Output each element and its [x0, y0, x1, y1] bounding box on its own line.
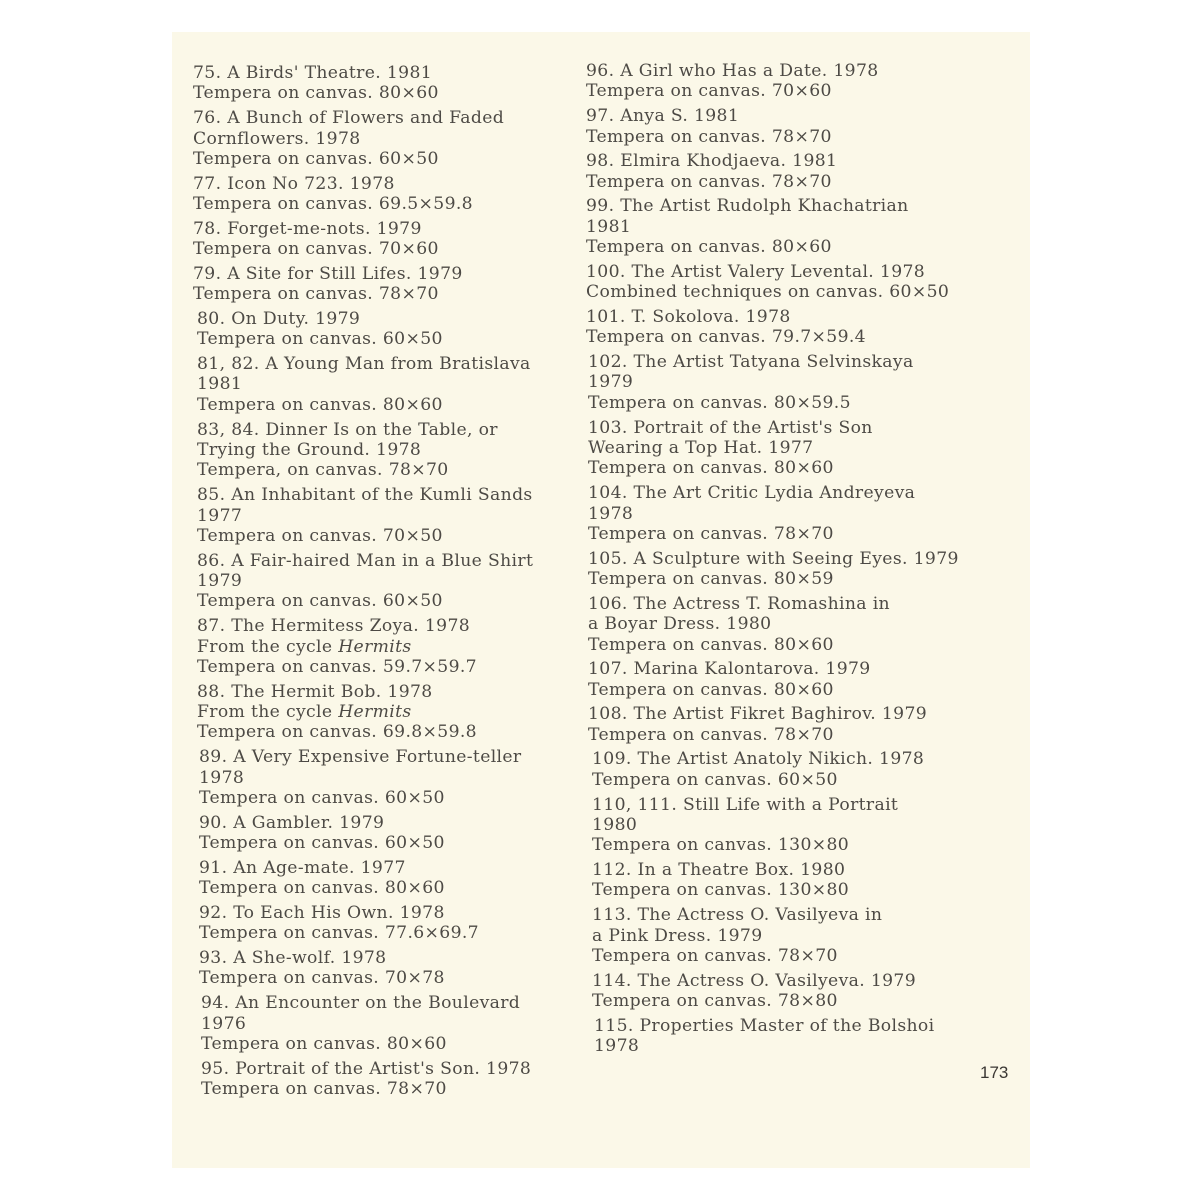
- catalogue-entry: [193, 993, 533, 1054]
- entry-detail: Tempera on canvas. 69.8×59.8: [197, 722, 477, 743]
- catalogue-entry: [586, 659, 959, 700]
- entry-detail: Tempera on canvas. 79.7×59.4: [586, 327, 866, 348]
- entry-detail: Tempera on canvas. 80×60: [588, 458, 834, 479]
- entry-detail: Tempera on canvas. 80×60: [588, 634, 834, 655]
- entry-detail: Tempera on canvas. 80×60: [193, 83, 439, 104]
- catalogue-entry: [193, 948, 533, 989]
- catalogue-entry: [193, 63, 533, 104]
- entry-title: 79. A Site for Still Lifes. 1979: [193, 263, 463, 284]
- catalogue-entry: [193, 309, 533, 350]
- entry-detail: Tempera on canvas. 80×60: [199, 878, 445, 899]
- entry-detail: Wearing a Top Hat. 1977: [588, 437, 814, 458]
- entry-detail: Tempera on canvas. 80×59.5: [588, 392, 851, 413]
- entry-title: 88. The Hermit Bob. 1978: [197, 681, 433, 702]
- catalogue-entry: [586, 262, 959, 303]
- entry-title: 113. The Actress O. Vasilyeva in: [592, 905, 883, 926]
- entry-detail: 1978: [594, 1036, 640, 1057]
- entry-detail: 1978: [588, 503, 634, 524]
- entry-detail: Tempera on canvas. 70×60: [193, 239, 439, 260]
- entry-title: 86. A Fair-haired Man in a Blue Shirt: [197, 550, 534, 571]
- catalogue-entry: [586, 61, 959, 102]
- catalogue-entry: [586, 418, 959, 479]
- entry-detail: Tempera on canvas. 80×60: [588, 679, 834, 700]
- entry-title: 83, 84. Dinner Is on the Table, or: [197, 419, 498, 440]
- entry-title: 100. The Artist Valery Levental. 1978: [586, 261, 926, 282]
- entry-detail: From the cycle Hermits: [197, 636, 412, 657]
- entry-detail: Tempera on canvas. 80×60: [201, 1033, 447, 1054]
- entry-detail: Tempera on canvas. 60×50: [592, 769, 838, 790]
- catalogue-entry: [193, 813, 533, 854]
- entry-title: 93. A She-wolf. 1978: [199, 948, 387, 968]
- entry-detail: 1977: [197, 505, 243, 526]
- catalogue-entry: [586, 1016, 959, 1057]
- entry-title: 107. Marina Kalontarova. 1979: [588, 659, 871, 680]
- entry-detail: 1978: [199, 767, 245, 788]
- entry-title: 85. An Inhabitant of the Kumli Sands: [197, 485, 533, 506]
- entry-detail: Trying the Ground. 1978: [197, 439, 422, 460]
- catalogue-entry: [586, 971, 959, 1012]
- entry-detail: Tempera on canvas. 70×50: [197, 525, 443, 546]
- entry-detail: Cornflowers. 1978: [193, 128, 361, 149]
- catalogue-entry: [586, 704, 959, 745]
- entry-title: 80. On Duty. 1979: [197, 308, 361, 329]
- entry-title: 92. To Each His Own. 1978: [199, 902, 445, 923]
- catalogue-entry: [193, 174, 533, 215]
- entry-title: 110, 111. Still Life with a Portrait: [592, 794, 899, 815]
- catalogue-entry: [586, 151, 959, 192]
- entry-title: 75. A Birds' Theatre. 1981: [193, 63, 433, 83]
- catalogue-entry: [586, 549, 959, 590]
- entry-title: 78. Forget-me-nots. 1979: [193, 218, 422, 239]
- catalogue-entry: [193, 108, 533, 169]
- entry-title: 90. A Gambler. 1979: [199, 812, 385, 833]
- entry-title: 101. T. Sokolova. 1978: [586, 306, 791, 327]
- entry-title: 104. The Art Critic Lydia Andreyeva: [588, 483, 916, 504]
- entry-detail: a Boyar Dress. 1980: [588, 614, 772, 635]
- catalogue-entry: [586, 594, 959, 655]
- catalogue-entry: [586, 749, 959, 790]
- entry-title: 109. The Artist Anatoly Nikich. 1978: [592, 749, 925, 770]
- catalogue-entry: [193, 903, 533, 944]
- catalogue-entry: [586, 905, 959, 966]
- entry-detail: Tempera, on canvas. 78×70: [197, 460, 449, 481]
- entry-title: 95. Portrait of the Artist's Son. 1978: [201, 1058, 532, 1079]
- page-number: 173: [980, 1063, 1009, 1082]
- entry-detail: Tempera on canvas. 78×70: [586, 171, 832, 192]
- entry-title: 87. The Hermitess Zoya. 1978: [197, 616, 471, 637]
- entry-title: 105. A Sculpture with Seeing Eyes. 1979: [588, 548, 959, 569]
- entry-title: 115. Properties Master of the Bolshoi: [594, 1015, 935, 1036]
- catalogue-entry: [193, 354, 533, 415]
- catalogue-entry: [193, 1059, 533, 1100]
- entry-detail: Tempera on canvas. 78×70: [193, 284, 439, 305]
- entry-title: 114. The Actress O. Vasilyeva. 1979: [592, 970, 916, 991]
- entry-detail: 1979: [588, 372, 634, 393]
- entry-title: 99. The Artist Rudolph Khachatrian: [586, 196, 909, 217]
- entry-title: 89. A Very Expensive Fortune-teller: [199, 747, 522, 768]
- entry-detail: Tempera on canvas. 77.6×69.7: [199, 923, 479, 944]
- entry-detail: 1976: [201, 1013, 247, 1034]
- entry-detail: Tempera on canvas. 60×50: [199, 833, 445, 854]
- cycle-name: Hermits: [338, 702, 412, 723]
- catalogue-entry: [193, 264, 533, 305]
- entry-detail: Combined techniques on canvas. 60×50: [586, 282, 950, 303]
- entry-title: 102. The Artist Tatyana Selvinskaya: [588, 352, 914, 373]
- entry-detail: Tempera on canvas. 60×50: [199, 787, 445, 808]
- catalogue-entry: [193, 551, 533, 612]
- entry-detail: Tempera on canvas. 130×80: [592, 880, 850, 901]
- catalogue-entry: [586, 106, 959, 147]
- entry-detail: From the cycle Hermits: [197, 702, 412, 723]
- catalogue-entry: [193, 682, 533, 743]
- left-column: [193, 63, 533, 1104]
- entry-title: 77. Icon No 723. 1978: [193, 173, 395, 194]
- entry-title: 112. In a Theatre Box. 1980: [592, 860, 846, 881]
- entry-title: 106. The Actress T. Romashina in: [588, 593, 890, 614]
- entry-detail: Tempera on canvas. 78×70: [586, 126, 832, 147]
- entry-detail: Tempera on canvas. 80×60: [586, 237, 832, 258]
- catalogue-entry: [586, 860, 959, 901]
- entry-detail: Tempera on canvas. 59.7×59.7: [197, 656, 477, 677]
- entry-title: 96. A Girl who Has a Date. 1978: [586, 61, 879, 81]
- catalogue-entry: [586, 307, 959, 348]
- catalogue-entry: [586, 352, 959, 413]
- right-column: [586, 61, 959, 1061]
- entry-detail: Tempera on canvas. 78×70: [201, 1079, 447, 1100]
- entry-detail: 1980: [592, 814, 638, 835]
- entry-detail: 1979: [197, 571, 243, 592]
- entry-title: 108. The Artist Fikret Baghirov. 1979: [588, 704, 928, 725]
- entry-detail: Tempera on canvas. 60×50: [197, 329, 443, 350]
- entry-detail: 1981: [586, 216, 632, 237]
- entry-title: 98. Elmira Khodjaeva. 1981: [586, 151, 838, 172]
- entry-title: 94. An Encounter on the Boulevard: [201, 993, 521, 1014]
- entry-detail: Tempera on canvas. 78×80: [592, 991, 838, 1012]
- catalogue-entry: [586, 483, 959, 544]
- entry-detail: Tempera on canvas. 78×70: [588, 724, 834, 745]
- catalogue-entry: [193, 747, 533, 808]
- entry-title: 103. Portrait of the Artist's Son: [588, 417, 873, 438]
- entry-detail: Tempera on canvas. 78×70: [588, 523, 834, 544]
- entry-detail: Tempera on canvas. 60×50: [197, 591, 443, 612]
- entry-title: 81, 82. A Young Man from Bratislava: [197, 354, 531, 375]
- entry-title: 76. A Bunch of Flowers and Faded: [193, 108, 505, 129]
- catalogue-entry: [193, 616, 533, 677]
- catalogue-page: [172, 32, 1030, 1168]
- entry-detail: Tempera on canvas. 130×80: [592, 835, 850, 856]
- entry-detail: Tempera on canvas. 80×59: [588, 569, 834, 590]
- cycle-name: Hermits: [338, 636, 412, 657]
- entry-detail: Tempera on canvas. 80×60: [197, 394, 443, 415]
- entry-detail: Tempera on canvas. 70×60: [586, 81, 832, 102]
- entry-detail: Tempera on canvas. 78×70: [592, 946, 838, 966]
- entry-detail: Tempera on canvas. 69.5×59.8: [193, 194, 473, 215]
- entry-title: 91. An Age-mate. 1977: [199, 857, 406, 878]
- entry-title: 97. Anya S. 1981: [586, 106, 740, 127]
- entry-detail: Tempera on canvas. 60×50: [193, 148, 439, 169]
- catalogue-entry: [193, 485, 533, 546]
- entry-detail: 1981: [197, 374, 243, 395]
- entry-detail: Tempera on canvas. 70×78: [199, 968, 445, 989]
- catalogue-entry: [586, 795, 959, 856]
- catalogue-entry: [193, 219, 533, 260]
- catalogue-entry: [193, 420, 533, 481]
- catalogue-entry: [586, 196, 959, 257]
- catalogue-entry: [193, 858, 533, 899]
- entry-detail: a Pink Dress. 1979: [592, 925, 763, 946]
